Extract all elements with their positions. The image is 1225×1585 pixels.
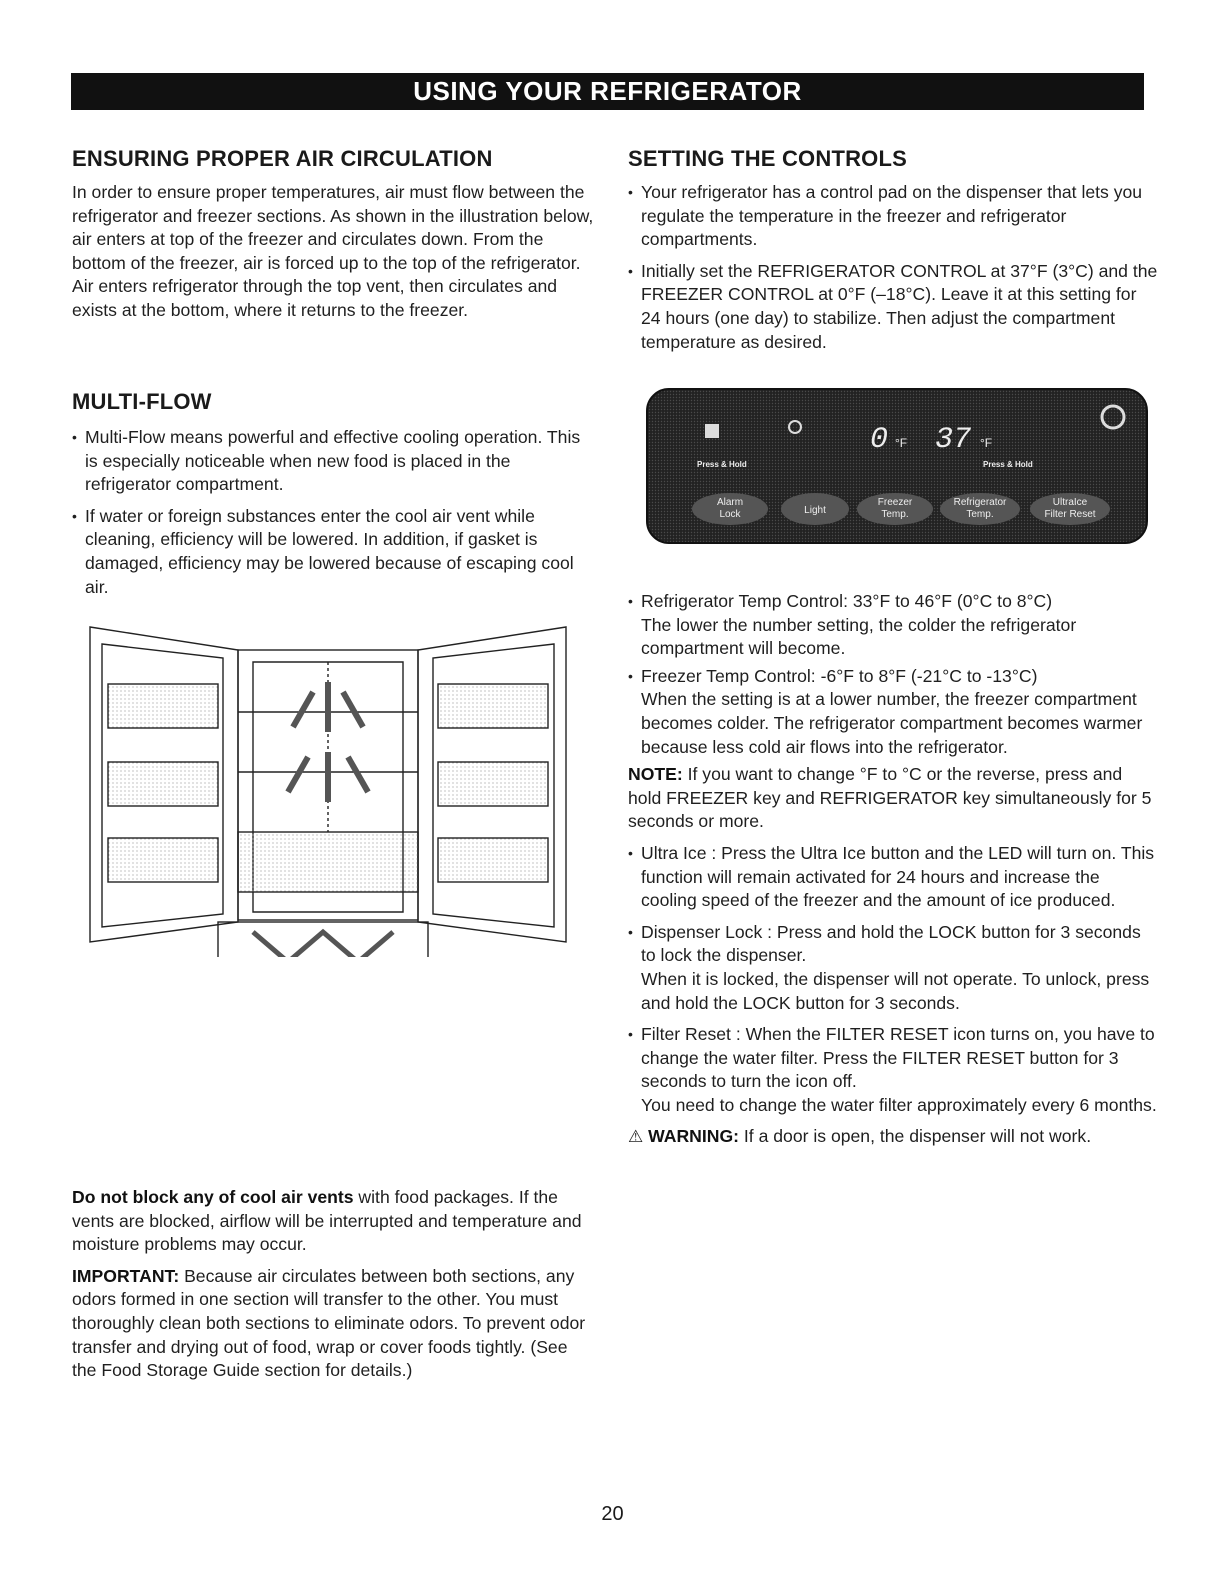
- refrigerator-temp-label-1: Refrigerator: [953, 497, 1007, 508]
- fridge-unit: °F: [980, 436, 993, 450]
- controls-heading: SETTING THE CONTROLS: [628, 146, 907, 171]
- ultra-ice-bullet: • Ultra Ice : Press the Ultra Ice button and the LED will turn on. This function will remain activated for 24 hours and increase the cooling speed of the freezer and the amount of ice produced.: [628, 842, 1158, 913]
- ultraice-filter-reset-button[interactable]: [1030, 493, 1110, 525]
- freezer-temp-range-bullet: [628, 665, 1158, 759]
- dispenser-lock-bullet: [628, 921, 1158, 1015]
- dispenser-lock-text: Dispenser Lock : Press and hold the LOCK button for 3 seconds to lock the dispenser.: [641, 921, 1141, 966]
- note-label: NOTE:: [628, 764, 683, 785]
- fridge-temp-range-bullet: [628, 590, 1158, 661]
- multiflow-heading: MULTI-FLOW: [72, 389, 212, 414]
- control-panel-illustration: [645, 387, 1150, 547]
- refrigerator-temp-label-2: Temp.: [966, 509, 994, 520]
- alarm-lock-label-2: Lock: [719, 509, 741, 520]
- fridge-temp-display: 37: [935, 423, 972, 457]
- vents-warning-text: with food packages. If the vents are blocked, airflow will be interrupted and temperature and moisture problems may occur.: [72, 1187, 582, 1255]
- warning-icon: ⚠: [628, 1127, 644, 1147]
- refrigerator-temp-button[interactable]: [940, 493, 1020, 525]
- important-text: Because air circulates between both sections, any odors formed in one section will transfer to the other. You must thoroughly clean both sections to eliminate odors. To prevent odor transfer and drying out of food, wrap or cover foods tightly. (See the Food Storage Guide section for details.): [72, 1265, 586, 1381]
- page-number: 20: [601, 1503, 624, 1525]
- freezer-temp-label-1: Freezer: [877, 497, 913, 508]
- ultraice-label: UltraIce: [1052, 497, 1088, 508]
- multiflow-bullet-1: • Multi-Flow means powerful and effective cooling operation. This is especially noticeable when new food is placed in the refrigerator compartment.: [72, 426, 594, 497]
- press-hold-left: Press & Hold: [697, 460, 747, 469]
- fridge-temp-range-text: The lower the number setting, the colder the refrigerator compartment will become.: [641, 614, 1077, 659]
- press-hold-right: Press & Hold: [983, 460, 1033, 469]
- filter-interval-text: You need to change the water filter approximately every 6 months.: [641, 1094, 1157, 1115]
- freezer-temp-button[interactable]: [857, 493, 933, 525]
- warning-label: WARNING:: [648, 1126, 740, 1147]
- warning-text-block: [628, 1125, 1158, 1149]
- freezer-temp-range-title: Freezer Temp Control: -6°F to 8°F (-21°C to -13°C): [641, 665, 1038, 686]
- air-circulation-text: In order to ensure proper temperatures, air must flow between the refrigerator and freezer sections. As shown in the illustration below, air enters at top of the freezer and circulates down. From the bottom of the freezer, air is forced up to the top of the refrigerator. Air enters refrigerator through the top vent, then circulates and exists at the bottom, where it returns to the freezer.: [72, 182, 594, 320]
- unit-change-note: [628, 763, 1158, 834]
- controls-bullet-2: • Initially set the REFRIGERATOR CONTROL at 37°F (3°C) and the FREEZER CONTROL at 0°F (–18°C). Leave it at this setting for 24 hours (one day) to stabilize. Then adjust the compartment temperature as desired.: [628, 260, 1158, 354]
- air-circulation-heading: ENSURING PROPER AIR CIRCULATION: [72, 146, 493, 171]
- fridge-temp-range-title: Refrigerator Temp Control: 33°F to 46°F (0°C to 8°C): [641, 591, 1053, 611]
- important-note: [72, 1265, 594, 1383]
- light-button[interactable]: [781, 493, 849, 525]
- warning-text: If a door is open, the dispenser will not work.: [739, 1126, 1092, 1147]
- controls-bullet-1: • Your refrigerator has a control pad on the dispenser that lets you regulate the temperature in the freezer and refrigerator compartments.: [628, 181, 1158, 252]
- lock-icon: [705, 424, 719, 438]
- filter-reset-text: Filter Reset : When the FILTER RESET icon turns on, you have to change the water filter. Press the FILTER RESET button for 3 seconds to turn the icon off.: [641, 1024, 1155, 1092]
- important-label: IMPORTANT:: [72, 1265, 180, 1286]
- freezer-temp-label-2: Temp.: [881, 509, 909, 520]
- light-label-1: Light: [804, 505, 826, 516]
- alarm-lock-button[interactable]: [692, 493, 768, 525]
- dispenser-unlock-text: When it is locked, the dispenser will not operate. To unlock, press and hold the LOCK button for 3 seconds.: [641, 968, 1150, 1013]
- alarm-lock-label-1: Alarm: [716, 497, 744, 508]
- refrigerator-airflow-illustration: [88, 622, 588, 957]
- note-text: If you want to change °F to °C or the reverse, press and hold FREEZER key and REFRIGERATOR key simultaneously for 5 seconds or more.: [628, 764, 1152, 832]
- vents-warning-bold: Do not block any of cool air vents: [72, 1187, 354, 1207]
- vents-warning: [72, 1186, 594, 1257]
- freezer-temp-display: 0: [870, 423, 889, 457]
- freezer-temp-range-text: When the setting is at a lower number, the freezer compartment becomes colder. The refrigerator compartment becomes warmer because less cold air flows into the refrigerator.: [641, 689, 1143, 757]
- filter-reset-bullet: [628, 1023, 1158, 1117]
- multiflow-bullet-2: • If water or foreign substances enter the cool air vent while cleaning, efficiency will be lowered. In addition, if gasket is damaged, efficiency may be lowered because of escaping cool air.: [72, 505, 594, 599]
- freezer-unit: °F: [895, 436, 908, 450]
- filter-reset-label: Filter Reset: [1044, 509, 1096, 520]
- section-banner: USING YOUR REFRIGERATOR: [71, 73, 1144, 110]
